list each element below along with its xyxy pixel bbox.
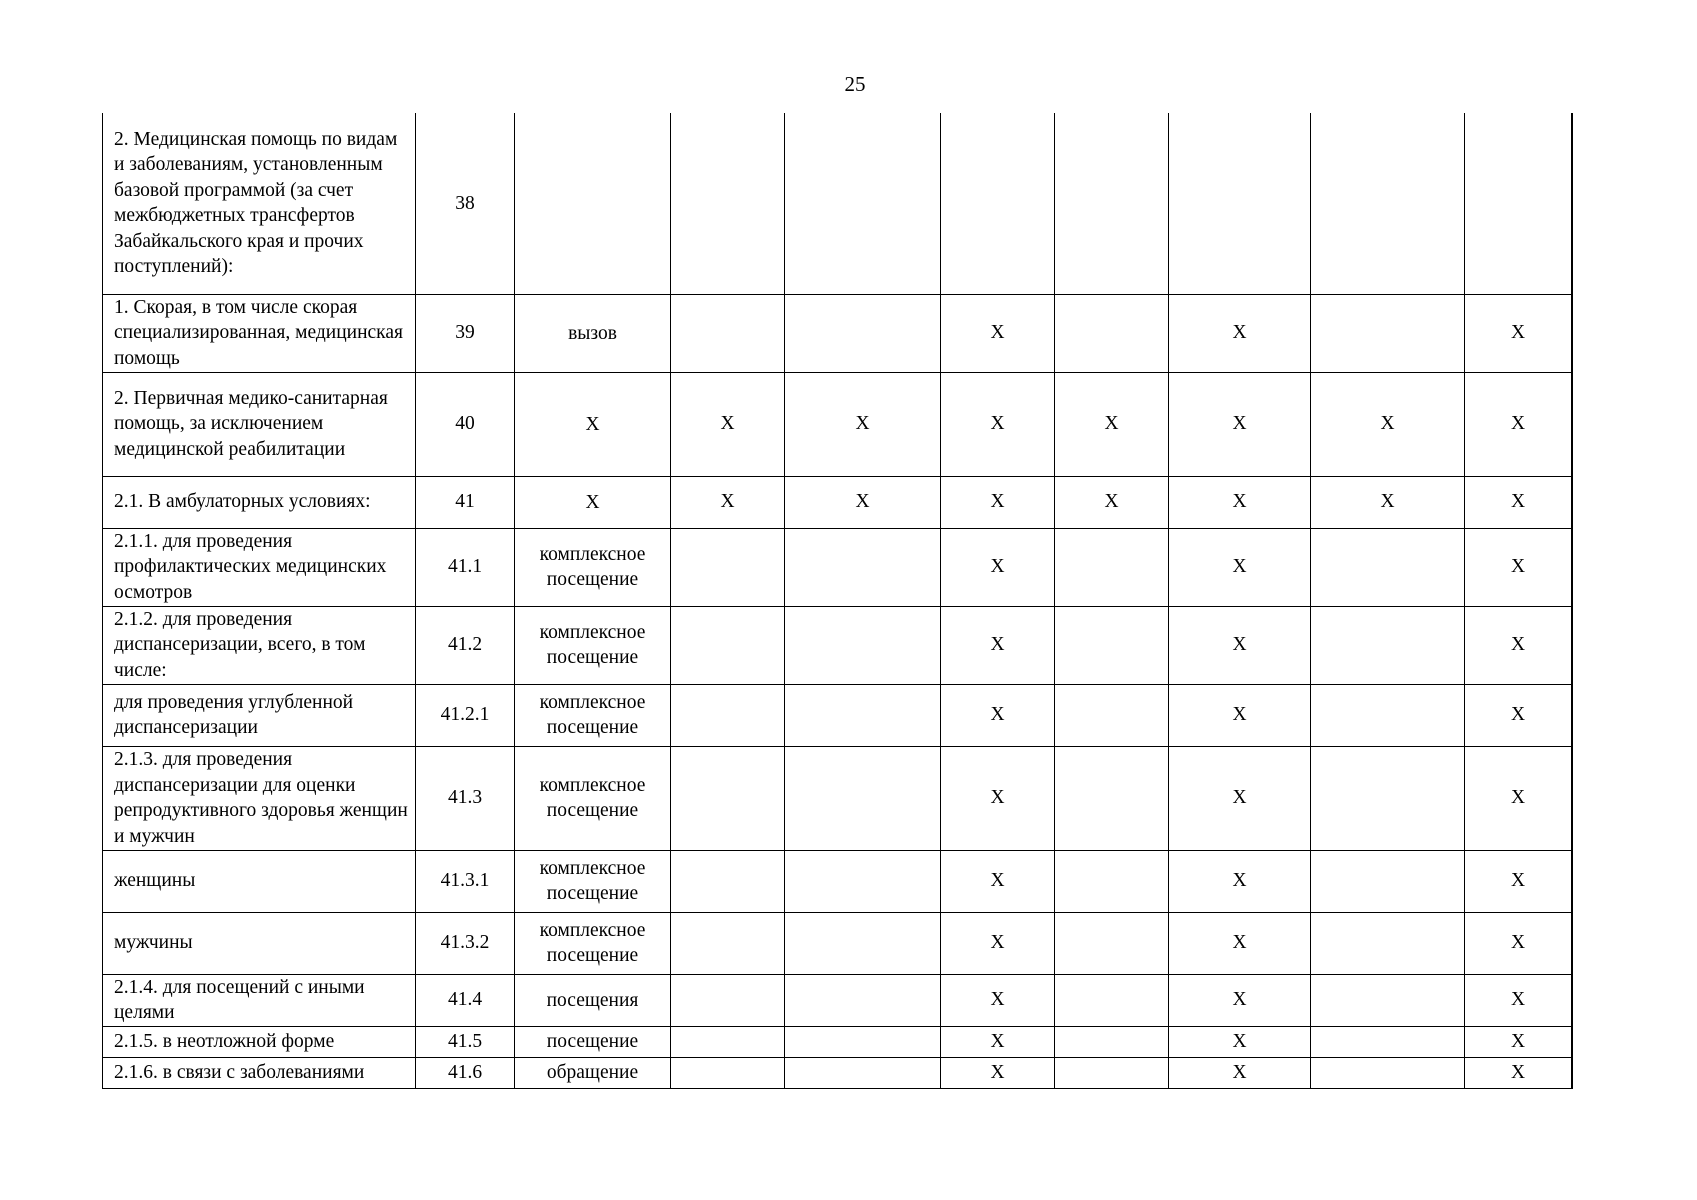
value-cell: X — [941, 294, 1055, 372]
value-cell: X — [1465, 294, 1572, 372]
value-cell — [1055, 1057, 1169, 1088]
value-cell: X — [1169, 606, 1311, 684]
value-cell — [1572, 684, 1573, 746]
value-cell — [1311, 294, 1465, 372]
row-unit-cell: вызов — [515, 294, 671, 372]
table-row — [103, 372, 1573, 476]
table-row — [103, 294, 1573, 372]
value-cell: X — [1169, 850, 1311, 912]
value-cell — [1055, 850, 1169, 912]
value-cell: X — [941, 684, 1055, 746]
row-unit-cell: X — [515, 476, 671, 528]
table-row — [103, 113, 1573, 294]
value-cell — [671, 974, 785, 1026]
value-cell — [671, 113, 785, 294]
value-cell — [1055, 113, 1169, 294]
value-cell: X — [1465, 974, 1572, 1026]
value-cell — [785, 850, 941, 912]
row-code-cell: 41.3.2 — [416, 912, 515, 974]
data-table — [102, 113, 1573, 1089]
value-cell — [671, 684, 785, 746]
value-cell: X — [1465, 1057, 1572, 1088]
value-cell — [1169, 113, 1311, 294]
value-cell — [1311, 850, 1465, 912]
value-cell — [1572, 912, 1573, 974]
value-cell — [671, 850, 785, 912]
value-cell: X — [1169, 746, 1311, 850]
value-cell — [1572, 606, 1573, 684]
row-name-cell: для проведения углубленной диспансеризации — [103, 684, 416, 746]
value-cell: X — [1055, 372, 1169, 476]
value-cell: X — [1169, 912, 1311, 974]
value-cell: X — [1465, 528, 1572, 606]
table-row — [103, 974, 1573, 1026]
value-cell — [1572, 113, 1573, 294]
value-cell: X — [785, 372, 941, 476]
value-cell — [671, 606, 785, 684]
value-cell: X — [1169, 684, 1311, 746]
value-cell — [785, 528, 941, 606]
table-row — [103, 1026, 1573, 1057]
value-cell — [1572, 1026, 1573, 1057]
value-cell — [1055, 974, 1169, 1026]
value-cell — [1572, 1057, 1573, 1088]
table-row — [103, 684, 1573, 746]
value-cell — [1572, 372, 1573, 476]
value-cell: X — [671, 476, 785, 528]
row-name-cell: 2.1.4. для посещений с иными целями — [103, 974, 416, 1026]
value-cell — [1311, 746, 1465, 850]
value-cell — [671, 1057, 785, 1088]
row-name-cell: 2.1.5. в неотложной форме — [103, 1026, 416, 1057]
value-cell — [1572, 850, 1573, 912]
value-cell — [671, 1026, 785, 1057]
value-cell — [1572, 528, 1573, 606]
value-cell — [671, 912, 785, 974]
value-cell — [1311, 113, 1465, 294]
value-cell: X — [671, 372, 785, 476]
row-code-cell: 41.6 — [416, 1057, 515, 1088]
value-cell — [1572, 746, 1573, 850]
value-cell — [671, 528, 785, 606]
row-code-cell: 41.4 — [416, 974, 515, 1026]
row-name-cell: 2. Первичная медико-санитарная помощь, за исключением медицинской реабилитации — [103, 372, 416, 476]
value-cell — [1055, 606, 1169, 684]
row-code-cell: 39 — [416, 294, 515, 372]
value-cell — [785, 684, 941, 746]
value-cell: X — [1465, 912, 1572, 974]
value-cell: X — [1169, 1057, 1311, 1088]
table-row — [103, 606, 1573, 684]
value-cell: X — [1169, 372, 1311, 476]
row-code-cell: 41.3 — [416, 746, 515, 850]
value-cell — [1311, 606, 1465, 684]
value-cell: X — [1169, 528, 1311, 606]
value-cell — [1055, 294, 1169, 372]
value-cell: X — [1465, 746, 1572, 850]
value-cell: X — [941, 912, 1055, 974]
value-cell — [785, 606, 941, 684]
row-code-cell: 41.5 — [416, 1026, 515, 1057]
row-name-cell: 1. Скорая, в том числе скорая специализированная, медицинская помощь — [103, 294, 416, 372]
table-row — [103, 746, 1573, 850]
row-name-cell: 2.1.1. для проведения профилактических медицинских осмотров — [103, 528, 416, 606]
value-cell — [1055, 1026, 1169, 1057]
value-cell — [1465, 113, 1572, 294]
row-unit-cell: посещения — [515, 974, 671, 1026]
value-cell — [1311, 528, 1465, 606]
row-unit-cell: комплексное посещение — [515, 684, 671, 746]
value-cell — [785, 746, 941, 850]
value-cell: X — [1465, 684, 1572, 746]
value-cell — [671, 294, 785, 372]
row-name-cell: женщины — [103, 850, 416, 912]
value-cell: X — [1465, 606, 1572, 684]
table-row — [103, 476, 1573, 528]
value-cell — [785, 974, 941, 1026]
value-cell: X — [941, 476, 1055, 528]
value-cell — [785, 294, 941, 372]
value-cell — [1311, 974, 1465, 1026]
value-cell: X — [1169, 476, 1311, 528]
row-code-cell: 40 — [416, 372, 515, 476]
row-unit-cell: комплексное посещение — [515, 606, 671, 684]
row-name-cell: 2. Медицинская помощь по видам и заболеваниям, установленным базовой программой (за счет межбюджетных трансфертов Забайкальского края и прочих поступлений): — [103, 113, 416, 294]
row-unit-cell: комплексное посещение — [515, 912, 671, 974]
value-cell: X — [785, 476, 941, 528]
table-row — [103, 850, 1573, 912]
value-cell — [1572, 476, 1573, 528]
value-cell — [1055, 684, 1169, 746]
value-cell — [1055, 528, 1169, 606]
value-cell: X — [941, 1026, 1055, 1057]
row-code-cell: 41.1 — [416, 528, 515, 606]
row-name-cell: 2.1.3. для проведения диспансеризации для оценки репродуктивного здоровья женщин и мужчин — [103, 746, 416, 850]
value-cell: X — [941, 974, 1055, 1026]
row-unit-cell: комплексное посещение — [515, 746, 671, 850]
value-cell: X — [941, 606, 1055, 684]
row-unit-cell — [515, 113, 671, 294]
value-cell — [785, 113, 941, 294]
value-cell — [1311, 912, 1465, 974]
value-cell — [1311, 684, 1465, 746]
value-cell — [671, 746, 785, 850]
value-cell — [1572, 974, 1573, 1026]
value-cell: X — [1311, 476, 1465, 528]
value-cell: X — [941, 850, 1055, 912]
value-cell: X — [1465, 476, 1572, 528]
value-cell — [1311, 1057, 1465, 1088]
row-name-cell: мужчины — [103, 912, 416, 974]
row-unit-cell: X — [515, 372, 671, 476]
row-code-cell: 41.2.1 — [416, 684, 515, 746]
value-cell — [785, 912, 941, 974]
value-cell: X — [1055, 476, 1169, 528]
value-cell: X — [1311, 372, 1465, 476]
value-cell: X — [941, 528, 1055, 606]
row-name-cell: 2.1. В амбулаторных условиях: — [103, 476, 416, 528]
value-cell: X — [941, 372, 1055, 476]
row-name-cell: 2.1.6. в связи с заболеваниями — [103, 1057, 416, 1088]
table-row — [103, 912, 1573, 974]
value-cell — [785, 1026, 941, 1057]
row-code-cell: 38 — [416, 113, 515, 294]
row-unit-cell: обращение — [515, 1057, 671, 1088]
value-cell: X — [1169, 1026, 1311, 1057]
value-cell: X — [1465, 372, 1572, 476]
value-cell: X — [1169, 294, 1311, 372]
page-number: 25 — [844, 72, 866, 96]
row-code-cell: 41 — [416, 476, 515, 528]
row-code-cell: 41.2 — [416, 606, 515, 684]
value-cell: X — [1465, 850, 1572, 912]
row-code-cell: 41.3.1 — [416, 850, 515, 912]
row-unit-cell: комплексное посещение — [515, 528, 671, 606]
value-cell — [1572, 294, 1573, 372]
value-cell: X — [1465, 1026, 1572, 1057]
row-name-cell: 2.1.2. для проведения диспансеризации, всего, в том числе: — [103, 606, 416, 684]
value-cell — [785, 1057, 941, 1088]
value-cell: X — [1169, 974, 1311, 1026]
row-unit-cell: комплексное посещение — [515, 850, 671, 912]
value-cell — [1055, 746, 1169, 850]
value-cell — [941, 113, 1055, 294]
row-unit-cell: посещение — [515, 1026, 671, 1057]
value-cell: X — [941, 1057, 1055, 1088]
table-row — [103, 528, 1573, 606]
value-cell — [1311, 1026, 1465, 1057]
value-cell: X — [941, 746, 1055, 850]
table-row — [103, 1057, 1573, 1088]
value-cell — [1055, 912, 1169, 974]
